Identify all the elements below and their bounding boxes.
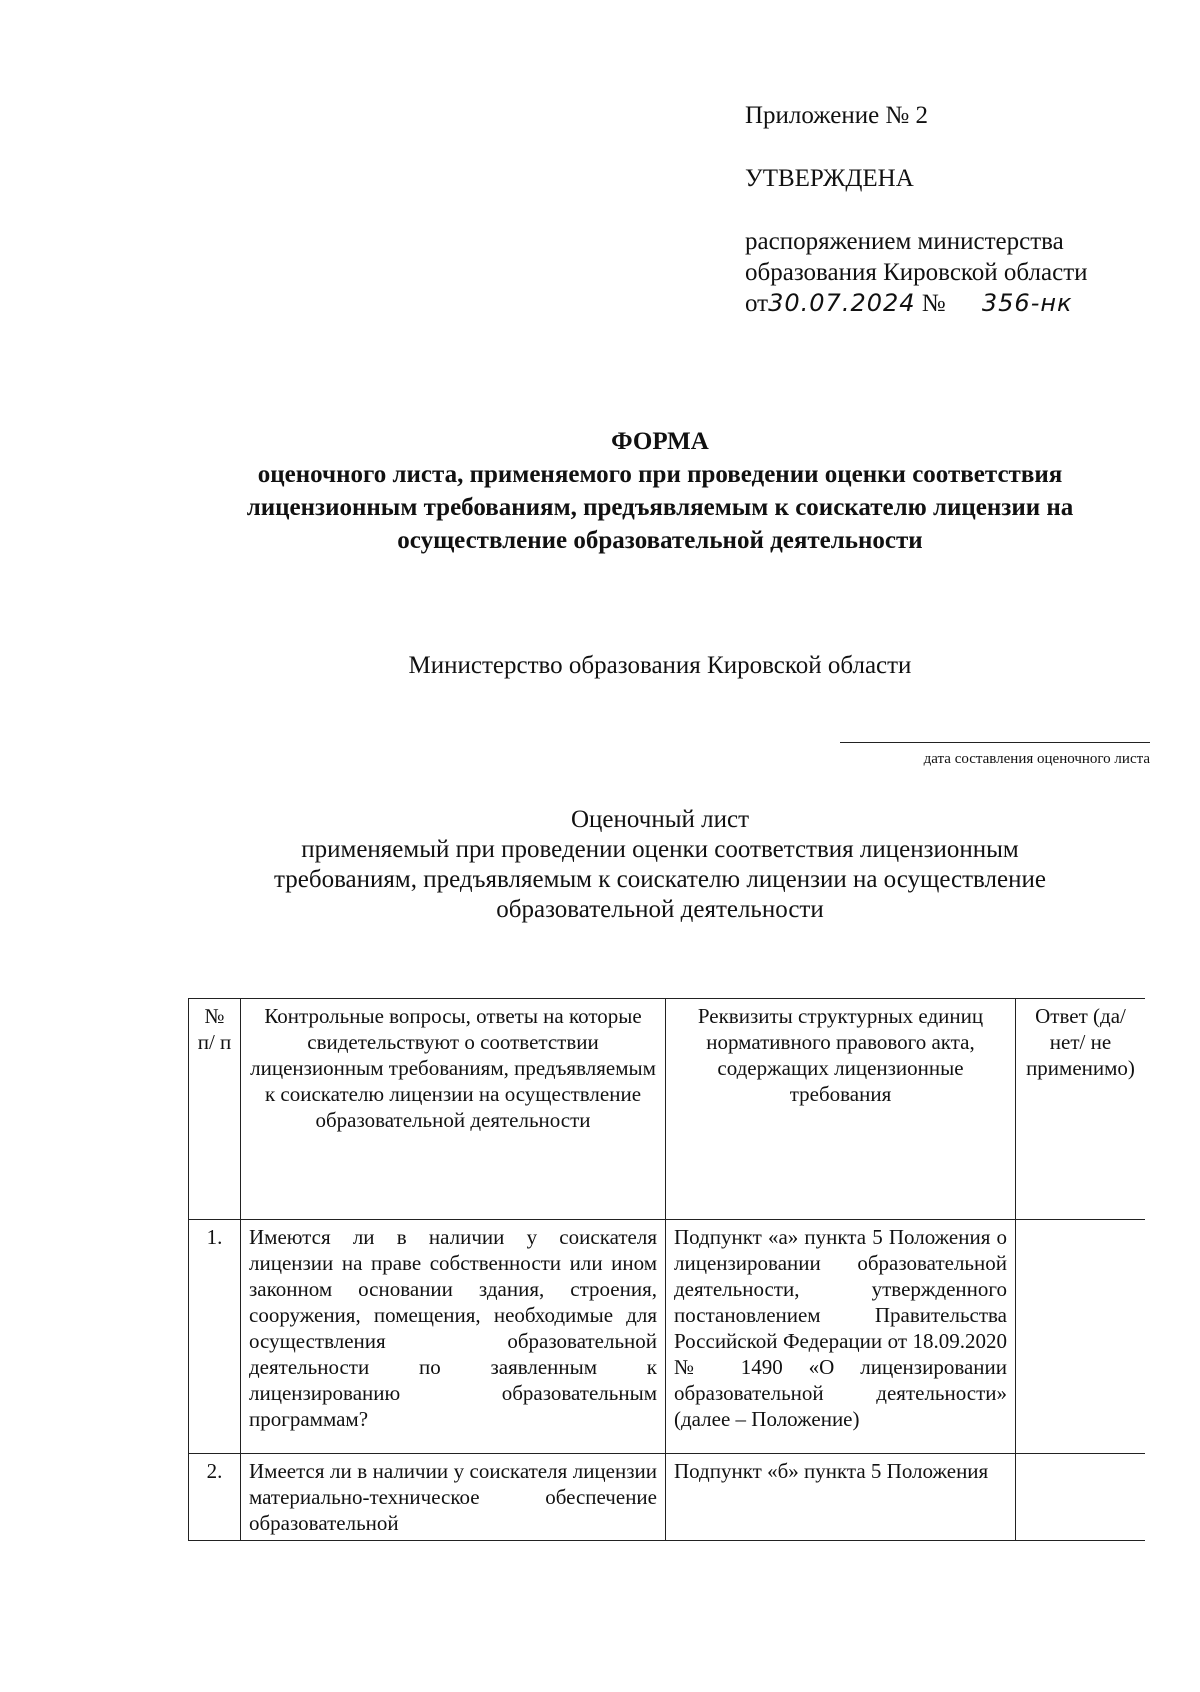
order-line-1: распоряжением министерства bbox=[745, 228, 1064, 255]
header-number: № п/ п bbox=[189, 999, 241, 1220]
date-underline bbox=[840, 742, 1150, 743]
form-title-line-2: лицензионным требованиям, предъявляемым к соискателю лицензии на bbox=[246, 494, 1074, 521]
sheet-title-line-3: требованиям, предъявляемым к соискателю лицензии на осуществление bbox=[274, 866, 1046, 893]
assessment-table bbox=[188, 998, 1145, 1541]
table-row bbox=[189, 1220, 1146, 1454]
approved-label: УТВЕРЖДЕНА bbox=[745, 165, 914, 192]
sheet-title-line-2: применяемый при проведении оценки соответствия лицензионным bbox=[301, 836, 1019, 863]
row-number: 2. bbox=[189, 1454, 241, 1541]
form-title bbox=[150, 425, 1170, 557]
sheet-title bbox=[150, 805, 1170, 925]
approval-block bbox=[745, 100, 1185, 319]
form-title-line-1: оценочного листа, применяемого при проведении оценки соответствия bbox=[257, 461, 1063, 488]
from-prefix: от bbox=[745, 290, 769, 317]
number-label: № bbox=[921, 290, 946, 317]
form-title-line-3: осуществление образовательной деятельности bbox=[397, 527, 923, 554]
table-row bbox=[189, 1454, 1146, 1541]
sheet-title-line-4: образовательной деятельности bbox=[496, 896, 824, 923]
handwritten-number: 356-нк bbox=[981, 289, 1073, 317]
row-question: Имеется ли в наличии у соискателя лицензии материально-техническое обеспечение образовательной bbox=[241, 1454, 666, 1541]
row-requisites: Подпункт «а» пункта 5 Положения о лицензировании образовательной деятельности, утвержденного постановлением Правительства Российской Федерации от 18.09.2020 № 1490 «О лицензировании образовательной деятельности» (далее – Положение) bbox=[666, 1220, 1016, 1454]
row-requisites: Подпункт «б» пункта 5 Положения bbox=[666, 1454, 1016, 1541]
header-question: Контрольные вопросы, ответы на которые свидетельствуют о соответствии лицензионным требованиям, предъявляемым к соискателю лицензии на осуществление образовательной деятельности bbox=[241, 999, 666, 1220]
order-date-number bbox=[745, 288, 1185, 319]
ministry-name: Министерство образования Кировской области bbox=[408, 652, 912, 679]
order-line-2: образования Кировской области bbox=[745, 259, 1088, 286]
row-answer bbox=[1016, 1220, 1146, 1454]
row-question: Имеются ли в наличии у соискателя лицензии на праве собственности или ином законном основании здания, строения, сооружения, помещения, необходимые для осуществления образовательной деятельности по заявленным к лицензированию образовательным программам? bbox=[241, 1220, 666, 1454]
date-field bbox=[840, 742, 1150, 768]
handwritten-date: 30.07.2024 bbox=[768, 289, 916, 317]
form-heading: ФОРМА bbox=[611, 428, 709, 455]
row-number: 1. bbox=[189, 1220, 241, 1454]
header-answer: Ответ (да/нет/ не применимо) bbox=[1016, 999, 1146, 1220]
date-caption: дата составления оценочного листа bbox=[923, 751, 1150, 767]
row-answer bbox=[1016, 1454, 1146, 1541]
table-header-row bbox=[189, 999, 1146, 1220]
header-requisites: Реквизиты структурных единиц нормативного правового акта, содержащих лицензионные требования bbox=[666, 999, 1016, 1220]
appendix-label: Приложение № 2 bbox=[745, 102, 929, 129]
sheet-title-line-1: Оценочный лист bbox=[570, 806, 749, 833]
assessment-table-wrapper bbox=[188, 998, 1145, 1556]
